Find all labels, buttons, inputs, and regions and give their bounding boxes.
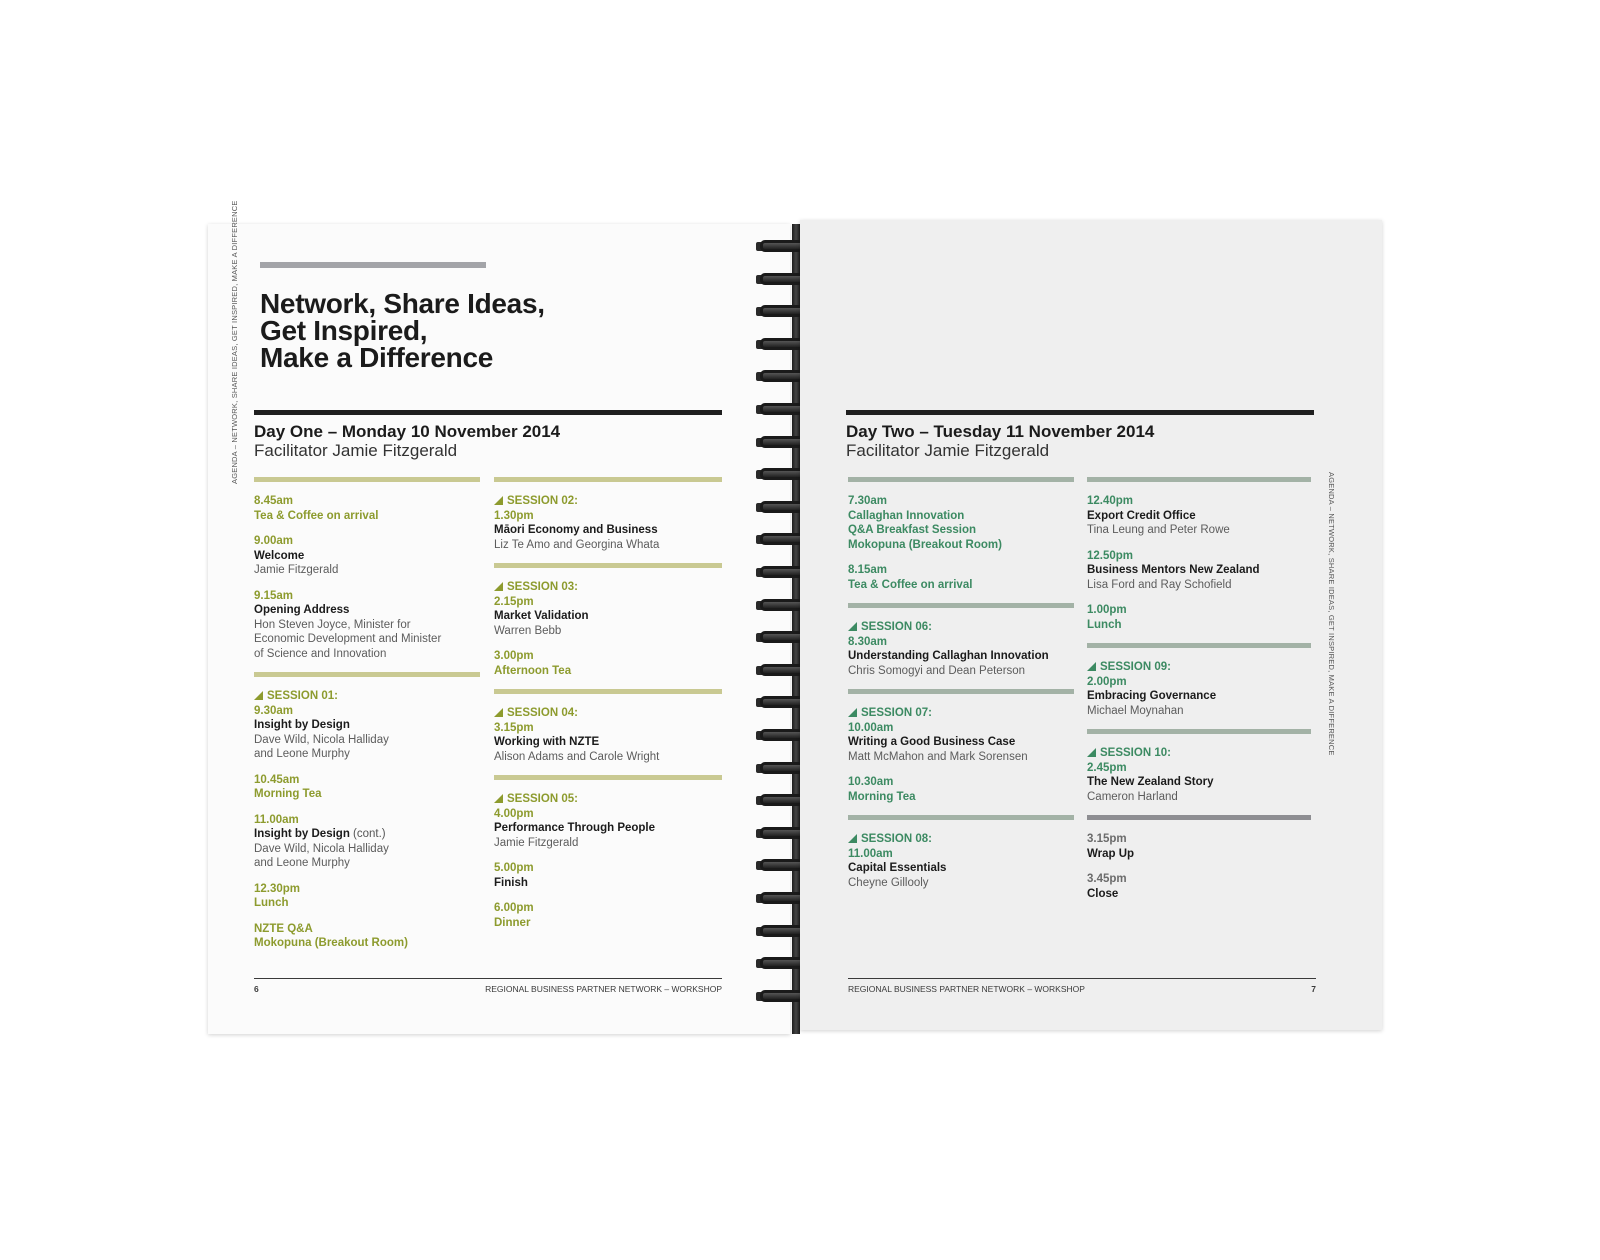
entry-time: 8.15am [848,564,888,576]
agenda-entry [848,775,1074,804]
entry-time: 2.15pm [494,595,534,608]
triangle-icon [1087,662,1096,671]
section-bar [254,672,480,677]
entry-time: 9.00am [254,535,294,547]
session-entry [494,706,722,764]
section-bar [1087,729,1311,734]
section-bar [848,689,1074,694]
entry-title: Export Credit Office [1087,509,1196,522]
triangle-icon [848,834,857,843]
session-entry [1087,746,1311,804]
session-entry [1087,660,1311,718]
section-bar [494,689,722,694]
section-bar [494,775,722,780]
entry-speaker: Dave Wild, Nicola Halliday [254,733,389,746]
entry-speaker: Dave Wild, Nicola Halliday [254,842,389,855]
page-number: 6 [254,984,259,994]
day-one-header [254,410,722,460]
entry-time: 2.45pm [1087,761,1127,774]
session-entry [848,706,1074,764]
agenda-entry [494,649,722,678]
session-label: SESSION 02: [494,494,722,509]
section-bar [254,477,480,482]
footer-text: REGIONAL BUSINESS PARTNER NETWORK – WORKSHOP [848,984,1085,994]
entry-title: Market Validation [494,610,589,622]
agenda-entry [1087,549,1311,593]
entry-time: 6.00pm [494,902,534,914]
entry-speaker: Hon Steven Joyce, Minister for [254,618,411,631]
entry-time: 7.30am [848,495,888,507]
day-one-column-2 [494,477,722,941]
entry-time: 3.45pm [1087,873,1127,885]
section-bar [494,477,722,482]
entry-time: 8.30am [848,635,888,648]
entry-time: 9.30am [254,704,294,717]
entry-title: Finish [494,876,528,889]
entry-title: NZTE Q&A [254,922,313,935]
entry-time: 3.00pm [494,650,534,662]
entry-speaker: Cameron Harland [1087,790,1178,803]
entry-speaker: Economic Development and Minister [254,633,442,645]
section-bar [848,815,1074,820]
day-two-header [846,410,1314,460]
agenda-entry [494,901,722,930]
entry-title: Mokopuna (Breakout Room) [254,937,408,949]
session-label: SESSION 04: [494,706,722,721]
facilitator: Facilitator Jamie Fitzgerald [846,441,1050,460]
entry-title: Insight by Design [254,719,350,731]
entry-time: 8.45am [254,495,294,507]
entry-title: Embracing Governance [1087,690,1217,702]
agenda-entry [494,861,722,890]
entry-title: Understanding Callaghan Innovation [848,650,1049,662]
entry-time: 2.00pm [1087,675,1127,688]
facilitator: Facilitator Jamie Fitzgerald [254,441,458,460]
session-entry [848,832,1074,890]
entry-title: Tea & Coffee on arrival [848,578,973,591]
page-footer [254,978,722,994]
title-rule [260,262,486,268]
page-footer [848,978,1316,994]
section-bar [848,477,1074,482]
day-two-column-1 [848,477,1074,901]
title-line-2: Get Inspired, [260,315,428,346]
entry-speaker: Lisa Ford and Ray Schofield [1087,578,1232,591]
entry-title: Morning Tea [254,788,322,800]
agenda-entry [254,494,480,523]
agenda-entry [1087,494,1311,538]
day-title: Day Two – Tuesday 11 November 2014 [846,422,1155,441]
triangle-icon [1087,748,1096,757]
entry-title: The New Zealand Story [1087,776,1214,788]
entry-title: Māori Economy and Business [494,524,658,536]
footer-text: REGIONAL BUSINESS PARTNER NETWORK – WORKSHOP [485,984,722,994]
section-bar [1087,643,1311,648]
session-label: SESSION 09: [1087,660,1311,675]
session-label: SESSION 05: [494,792,722,807]
entry-speaker: Michael Moynahan [1087,704,1184,717]
entry-time: 3.15pm [1087,833,1127,845]
entry-speaker: Cheyne Gillooly [848,876,929,889]
entry-time: 9.15am [254,589,294,602]
day-one-column-1 [254,477,480,962]
entry-title: Welcome [254,549,305,562]
entry-speaker: Alison Adams and Carole Wright [494,750,660,763]
entry-speaker: Jamie Fitzgerald [494,836,579,849]
entry-time: 1.30pm [494,509,534,522]
entry-title: Mokopuna (Breakout Room) [848,538,1002,551]
entry-title: Tea & Coffee on arrival [254,509,379,522]
entry-time: 4.00pm [494,807,534,820]
entry-title: Opening Address [254,604,350,616]
entry-title: Wrap Up [1087,847,1135,860]
triangle-icon [254,691,263,700]
entry-time: 12.40pm [1087,495,1134,507]
agenda-entry [254,773,480,802]
entry-title: Lunch [1087,618,1122,631]
entry-time: 1.00pm [1087,604,1127,616]
title-line-3: Make a Difference [260,342,494,373]
agenda-entry [254,534,480,578]
session-label: SESSION 07: [848,706,1074,721]
entry-time: 11.00am [254,813,299,826]
triangle-icon [494,794,503,803]
entry-title: Capital Essentials [848,862,947,874]
day-title: Day One – Monday 10 November 2014 [254,422,561,441]
entry-title: Afternoon Tea [494,664,572,677]
entry-speaker: Liz Te Amo and Georgina Whata [494,538,660,551]
entry-title: Q&A Breakfast Session [848,524,977,536]
title-line-1: Network, Share Ideas, [260,288,545,319]
entry-title: Dinner [494,916,531,929]
section-bar [494,563,722,568]
session-label: SESSION 01: [254,689,480,704]
section-bar [1087,477,1311,482]
right-page [800,220,1382,1030]
entry-time: 10.45am [254,773,300,786]
side-label: AGENDA – NETWORK, SHARE IDEAS, GET INSPIRED, MAKE A DIFFERENCE [230,200,239,484]
agenda-entry [1087,872,1311,901]
agenda-entry [1087,603,1311,632]
entry-time: 12.30pm [254,882,301,895]
session-entry [494,580,722,638]
entry-title: Callaghan Innovation [848,509,965,522]
entry-speaker: and Leone Murphy [254,857,350,869]
session-entry [494,792,722,850]
session-entry [254,689,480,762]
entry-speaker: Jamie Fitzgerald [254,564,339,576]
entry-title: Close [1087,887,1119,900]
triangle-icon [848,708,857,717]
entry-title: Morning Tea [848,790,916,803]
entry-title: Lunch [254,897,289,909]
entry-time: 10.30am [848,776,894,788]
agenda-entry [848,494,1074,552]
triangle-icon [494,708,503,717]
agenda-entry [1087,832,1311,861]
triangle-icon [494,582,503,591]
entry-title: Insight by Design (cont.) [254,828,386,840]
session-label: SESSION 03: [494,580,722,595]
agenda-entry [254,813,480,871]
day-two-column-2 [1087,477,1311,912]
agenda-entry [254,589,480,662]
entry-time: 5.00pm [494,862,534,874]
agenda-entry [254,882,480,911]
entry-speaker: Tina Leung and Peter Rowe [1087,524,1230,536]
entry-time: 10.00am [848,721,894,734]
entry-title: Writing a Good Business Case [848,736,1016,748]
entry-speaker: Chris Somogyi and Dean Peterson [848,664,1026,677]
entry-title: Working with NZTE [494,736,600,748]
entry-speaker: Matt McMahon and Mark Sorensen [848,750,1028,763]
session-label: SESSION 08: [848,832,1074,847]
entry-speaker: Warren Bebb [494,624,562,637]
session-label: SESSION 10: [1087,746,1311,761]
agenda-entry [254,922,480,951]
triangle-icon [848,622,857,631]
entry-time: 12.50pm [1087,549,1134,562]
left-page [208,200,790,1034]
triangle-icon [494,496,503,505]
entry-speaker: of Science and Innovation [254,647,387,660]
entry-title: Business Mentors New Zealand [1087,564,1260,576]
entry-time: 3.15pm [494,721,534,734]
entry-title: Performance Through People [494,822,656,834]
entry-speaker: and Leone Murphy [254,748,350,760]
section-bar [848,603,1074,608]
session-label: SESSION 06: [848,620,1074,635]
section-bar [1087,815,1311,820]
session-entry [494,494,722,552]
agenda-entry [848,563,1074,592]
entry-time: 11.00am [848,847,893,860]
page-number: 7 [1311,984,1316,994]
session-entry [848,620,1074,678]
side-label: AGENDA – NETWORK, SHARE IDEAS, GET INSPIRED, MAKE A DIFFERENCE [1327,472,1336,756]
page-title [260,290,545,371]
